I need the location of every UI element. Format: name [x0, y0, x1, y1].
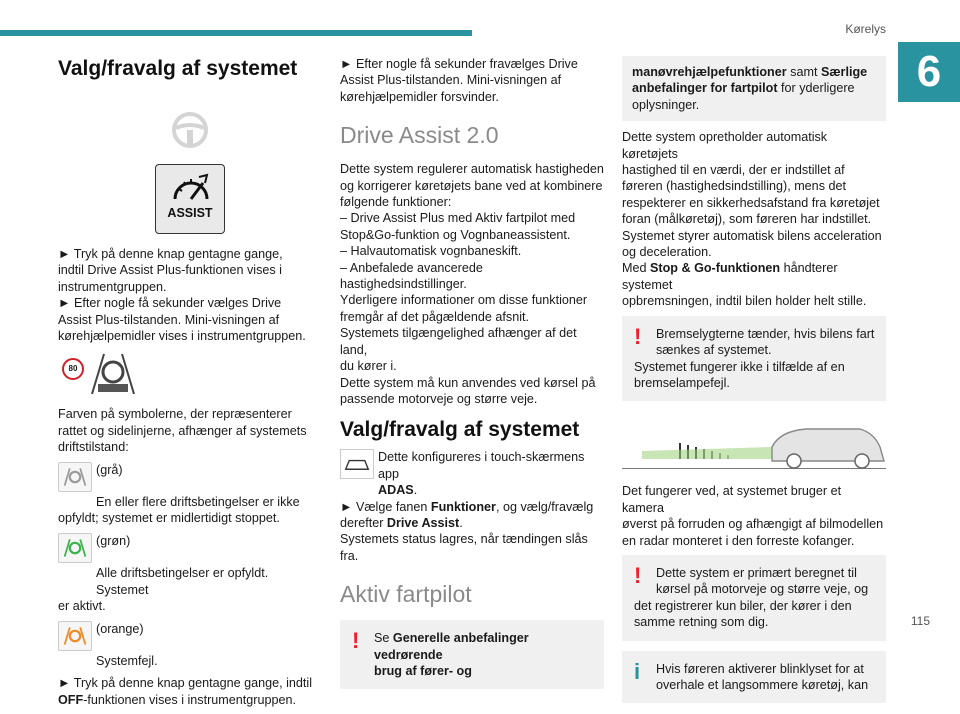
paragraph: ► Efter nogle få sekunder fravælges Drive Assist Plus-tilstanden. Mini-visningen af kørehjælpemidler forsvinder.: [340, 57, 578, 104]
section-title-drive-assist: Drive Assist 2.0: [340, 122, 499, 149]
paragraph: Alle driftsbetingelser er opfyldt. Systemet: [96, 566, 269, 597]
adas-instruction: Dette konfigureres i touch-skærmens app ADAS.: [340, 449, 604, 498]
lane-steering-icon: [58, 621, 92, 651]
column-2: [340, 56, 604, 699]
running-head: Kørelys: [845, 22, 886, 36]
paragraph: ► Tryk på denne knap gentagne gange, indtil Drive Assist Plus-funktionen vises i instrumentgruppen. ► Efter nogle få sekunder vælges Drive Assist Plus-tilstanden. Mini-visningen af kørehjælpemidler vises i instrumentgruppen.: [58, 247, 306, 344]
warning-mark-icon: !: [634, 562, 642, 588]
paragraph: Farven på symbolerne, der repræsenterer rattet og sidelinjerne, afhænger af systemets driftstilstand:: [58, 407, 307, 455]
steering-wheel-icon: [170, 110, 210, 150]
state-orange-label: (orange): [96, 621, 144, 636]
section-title-valg-2: Valg/fravalg af systemet: [340, 418, 580, 442]
paragraph: Dette system opretholder automatisk køretøjets hastighed til en værdi, der er indstillet af føreren (hastighedsindstilling), mens det respekterer en sikkerhedsafstand fra køretøjet foran (målkøretøj), som føreren har indstillet. Systemet styrer automatisk bilens acceleration og deceleration. Med Stop & Go-funktionen håndterer systemet opbremsningen, indtil bilen holder helt stille.: [622, 130, 882, 309]
lane-steering-icon: [88, 350, 138, 396]
state-grey-label: (grå): [96, 462, 123, 477]
radar-illustration: [622, 421, 886, 469]
speed-limit-icon: 80: [62, 358, 84, 380]
assist-button: [155, 164, 225, 234]
header-accent-bar: [0, 30, 472, 36]
section-title-aktiv-fartpilot: Aktiv fartpilot: [340, 581, 472, 608]
warning-box: ! Bremselygterne tænder, hvis bilens fart sænkes af systemet. Systemet fungerer ikke i tilfælde af en bremselampefejl.: [622, 316, 886, 402]
paragraph: Systemfejl.: [96, 653, 158, 668]
paragraph: er aktivt.: [58, 599, 106, 614]
info-mark-icon: i: [634, 658, 641, 684]
paragraph: ► Vælge fanen Funktioner, og vælg/fravælg derefter Drive Assist. Systemets status lagres, når tændingen slås fra.: [340, 499, 594, 563]
adas-car-icon: [340, 449, 374, 479]
speedometer-icon: [171, 173, 211, 203]
warning-box-continued: manøvrehjælpefunktioner samt Særlige anbefalinger for fartpilot for yderligere oplysninger.: [622, 56, 886, 121]
instrument-mini-view: [58, 350, 322, 396]
warning-box: ! Se Generelle anbefalinger vedrørende brug af fører- og: [340, 620, 604, 689]
paragraph: ► Tryk på denne knap gentagne gange, indtil OFF-funktionen vises i instrumentgruppen.: [58, 676, 313, 707]
column-3: [622, 56, 886, 703]
paragraph: En eller flere driftsbetingelser er ikke: [96, 495, 300, 510]
info-box: i Hvis føreren aktiverer blinklyset for at overhale et langsommere køretøj, kan: [622, 651, 886, 704]
paragraph: opfyldt; systemet er midlertidigt stoppet.: [58, 511, 280, 526]
paragraph: Dette system regulerer automatisk hastigheden og korrigerer køretøjets bane ved at kombinere følgende funktioner: – Drive Assist Plus med Aktiv fartpilot med Stop&Go-funktion og Vognbaneassistent. – Halvautomatisk vognbaneskift. – Anbefalede avancerede hastighedsindstillinger. Yderligere informationer om disse funktioner fremgår af det pågældende afsnit. Systemets tilgængelighed afhænger af det land, du kører i. Dette system må kun anvendes ved kørsel på passende motorveje og større veje.: [340, 162, 604, 406]
lane-steering-icon: [58, 533, 92, 563]
chapter-tab: 6: [898, 42, 960, 102]
lane-steering-icon: [58, 462, 92, 492]
assist-label: ASSIST: [167, 205, 213, 220]
warning-mark-icon: !: [634, 323, 642, 349]
state-green-label: (grøn): [96, 533, 131, 548]
warning-mark-icon: !: [352, 628, 360, 654]
paragraph: Det fungerer ved, at systemet bruger et kamera øverst på forruden og afhængigt af bilmodellen en radar monteret i den forreste kofanger.: [622, 484, 884, 548]
warning-box: ! Dette system er primært beregnet til kørsel på motorveje og større veje, og det registrerer kun biler, der kører i den samme retning som dig.: [622, 555, 886, 641]
car-radar-icon: [622, 421, 886, 469]
column-1: [58, 56, 322, 714]
section-title-valg: Valg/fravalg af systemet: [58, 57, 298, 80]
page-number: 115: [910, 614, 930, 628]
